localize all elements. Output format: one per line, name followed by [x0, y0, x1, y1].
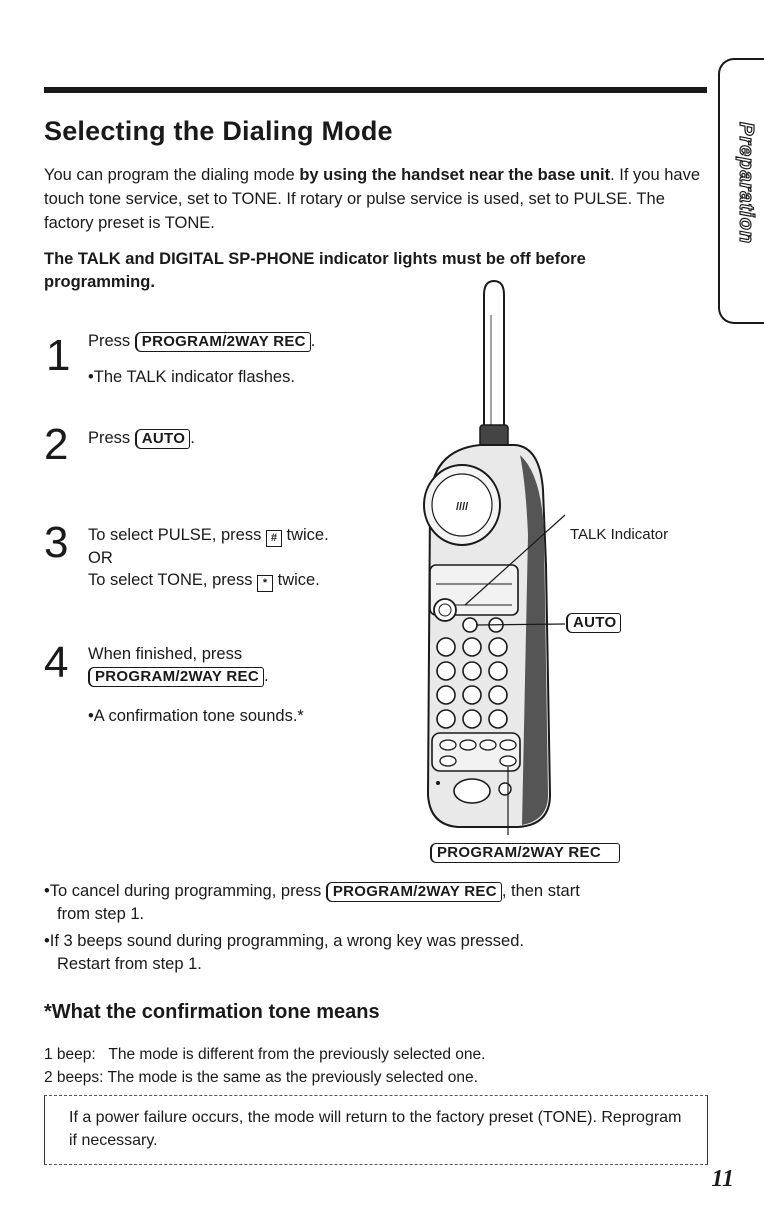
bullet-cancel-pre: •To cancel during programming, press: [44, 882, 326, 900]
section-tab: [718, 58, 764, 324]
handset-illustration: [400, 275, 650, 835]
step-1-number: 1: [46, 331, 71, 380]
keypad-key: [463, 638, 481, 656]
confirmation-title: *What the confirmation tone means: [44, 1001, 380, 1023]
keypad-key: [437, 710, 455, 728]
section-tab-label: Preparation: [735, 122, 757, 245]
power-failure-note: [44, 1095, 708, 1165]
step-2-end: .: [190, 429, 195, 447]
star-key: *: [257, 575, 273, 592]
mic-button: [454, 779, 490, 803]
antenna-base: [480, 425, 508, 447]
page-number: 11: [711, 1166, 734, 1192]
talk-indicator-label: TALK Indicator: [570, 526, 669, 543]
earpiece-logo: ////: [456, 501, 469, 513]
bullet-cancel-line2: from step 1.: [57, 905, 145, 923]
step-3-line1-end: twice.: [281, 526, 329, 544]
bullet-beeps-line1: •If 3 beeps sound during programming, a wrong key was pressed.: [44, 932, 524, 950]
keypad-key: [463, 662, 481, 680]
sp-phone-button: [499, 783, 511, 795]
step-2-press: Press: [88, 429, 135, 447]
program-key-bullet: PROGRAM/2WAY REC: [326, 882, 502, 902]
function-key: [440, 740, 456, 750]
function-key: [500, 740, 516, 750]
pound-key: #: [266, 530, 282, 547]
bullet-cancel: [44, 880, 724, 926]
program-callout-key: PROGRAM/2WAY REC: [430, 843, 620, 863]
step-4-text: [88, 643, 388, 687]
step-3-text: [88, 524, 408, 592]
step-3-line1: To select PULSE, press: [88, 526, 266, 544]
bullet-cancel-post: , then start: [501, 882, 580, 900]
intro-text-1: You can program the dialing mode: [44, 166, 300, 184]
step-3-line2-end: twice.: [273, 571, 320, 589]
intro-text-2: . If you have touch tone service, set to TONE. If rotary or pulse service is used, set to PULSE. The factory preset is TONE.: [44, 166, 701, 232]
step-1-press: Press: [88, 332, 135, 350]
intro-paragraph: [44, 163, 704, 235]
keypad-key: [437, 662, 455, 680]
step-1-end: .: [310, 332, 316, 350]
auto-callout-key: AUTO: [566, 613, 621, 633]
function-key: [440, 756, 456, 766]
function-key: [460, 740, 476, 750]
step-4-note: •A confirmation tone sounds.*: [88, 707, 304, 725]
talk-button-inner: [439, 604, 451, 616]
bullet-beeps: [44, 930, 724, 976]
two-beeps-line: 2 beeps: The mode is the same as the previously selected one.: [44, 1069, 478, 1086]
step-4-number: 4: [44, 638, 69, 687]
mic-hole: [436, 781, 440, 785]
step-3-line2: To select TONE, press: [88, 571, 258, 589]
header-rule: [44, 87, 707, 93]
step-3-number: 3: [44, 518, 69, 567]
warning-text: The TALK and DIGITAL SP-PHONE indicator lights must be off before programming.: [44, 250, 586, 291]
keypad-key: [463, 686, 481, 704]
step-1-text: [88, 330, 388, 352]
program-callout: [430, 843, 620, 863]
keypad-key: [437, 638, 455, 656]
keypad-key: [463, 710, 481, 728]
program-key: PROGRAM/2WAY REC: [135, 332, 311, 352]
page-title: Selecting the Dialing Mode: [44, 116, 393, 146]
auto-button: [463, 618, 477, 632]
step-4-end: .: [264, 667, 269, 685]
keypad-key: [489, 710, 507, 728]
one-beep-line: 1 beep: The mode is different from the previously selected one.: [44, 1046, 486, 1063]
antenna: [484, 281, 504, 435]
keypad-key: [489, 662, 507, 680]
step-3-or: OR: [88, 549, 113, 567]
keypad-key: [437, 686, 455, 704]
program-key-step4: PROGRAM/2WAY REC: [88, 667, 264, 687]
program-button: [500, 756, 516, 766]
step-4-line1: When finished, press: [88, 645, 243, 663]
keypad-key: [489, 638, 507, 656]
bullet-beeps-line2: Restart from step 1.: [57, 955, 202, 973]
step-2-number: 2: [44, 420, 69, 469]
auto-key: AUTO: [135, 429, 190, 449]
auto-callout: [566, 613, 621, 633]
intro-text-bold: by using the handset near the base unit: [299, 166, 611, 184]
step-2-text: [88, 427, 195, 449]
function-key: [480, 740, 496, 750]
keypad-key: [489, 686, 507, 704]
step-1-note: •The TALK indicator flashes.: [88, 368, 295, 386]
power-failure-note-text: If a power failure occurs, the mode will return to the factory preset (TONE). Reprogram if necessary.: [69, 1109, 682, 1149]
